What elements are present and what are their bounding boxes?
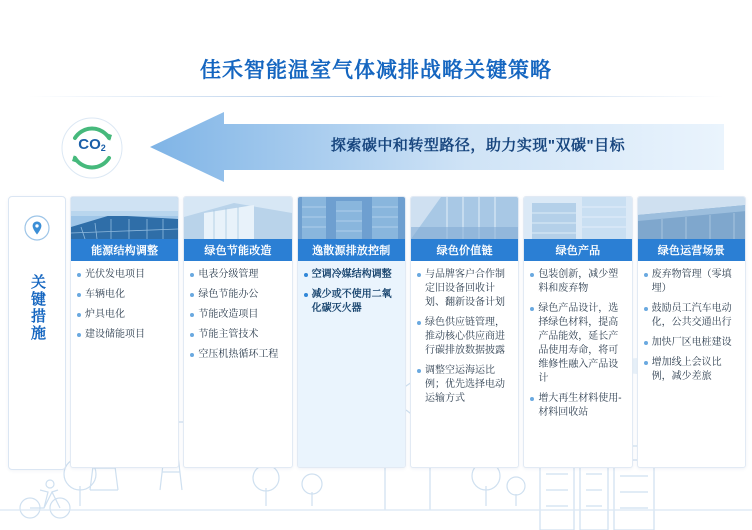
list-item: 绿色节能办公 bbox=[190, 288, 285, 302]
list-item: 增加线上会议比例，减少差旅 bbox=[644, 356, 739, 384]
list-item: 鼓励员工汽车电动化，公共交通出行 bbox=[644, 302, 739, 330]
modern-building-photo bbox=[184, 197, 291, 239]
column-green-value-chain[interactable] bbox=[410, 196, 519, 468]
list-item: 建设储能项目 bbox=[77, 328, 172, 342]
column-header: 逸散源排放控制 bbox=[298, 239, 405, 261]
list-item: 炉具电化 bbox=[77, 308, 172, 322]
location-pin-icon bbox=[24, 215, 50, 246]
co2-badge bbox=[58, 116, 126, 180]
page-title: 佳禾智能温室气体减排战略关键策略 bbox=[200, 59, 552, 82]
key-measures-label bbox=[8, 196, 66, 470]
list-item: 包装创新，减少塑料和废弃物 bbox=[530, 268, 625, 296]
solar-panel-photo bbox=[71, 197, 178, 239]
list-item: 车辆电化 bbox=[77, 288, 172, 302]
list-item: 废弃物管理（零填埋） bbox=[644, 268, 739, 296]
warehouse-photo bbox=[638, 197, 745, 239]
column-header: 绿色运营场景 bbox=[638, 239, 745, 261]
key-measures-text: 关键措施 bbox=[29, 274, 46, 342]
co2-subscript: 2 bbox=[100, 143, 106, 153]
list-item: 加快厂区电桩建设 bbox=[644, 336, 739, 350]
list-item: 与品牌客户合作制定旧设备回收计划、翻新设备计划 bbox=[417, 268, 512, 310]
title-divider bbox=[28, 96, 724, 97]
list-item: 节能改造项目 bbox=[190, 308, 285, 322]
column-green-retrofit[interactable] bbox=[183, 196, 292, 468]
list-item: 电表分级管理 bbox=[190, 268, 285, 282]
co2-label bbox=[58, 136, 126, 153]
list-item: 光伏发电项目 bbox=[77, 268, 172, 282]
list-item: 增大再生材料使用-材料回收站 bbox=[530, 392, 625, 420]
glass-tower-photo bbox=[298, 197, 405, 239]
column-body bbox=[71, 261, 178, 467]
list-item: 节能主管技术 bbox=[190, 328, 285, 342]
column-body bbox=[411, 261, 518, 467]
arrow-caption: 探索碳中和转型路径，助力实现"双碳"目标 bbox=[330, 137, 626, 154]
column-header: 绿色价值链 bbox=[411, 239, 518, 261]
list-item: 调整空运海运比例；优先选择电动运输方式 bbox=[417, 364, 512, 406]
column-body bbox=[524, 261, 631, 467]
page-title-wrap bbox=[0, 54, 752, 84]
list-item: 空调冷媒结构调整 bbox=[304, 268, 399, 282]
column-green-operations[interactable] bbox=[637, 196, 746, 468]
list-item: 绿色供应链管理，推动核心供应商进行碳排放数据披露 bbox=[417, 316, 512, 358]
office-block-photo bbox=[524, 197, 631, 239]
column-green-product[interactable] bbox=[523, 196, 632, 468]
column-body bbox=[184, 261, 291, 467]
list-item: 空压机热循环工程 bbox=[190, 348, 285, 362]
facade-photo bbox=[411, 197, 518, 239]
arrow-banner bbox=[28, 110, 724, 184]
column-header: 绿色产品 bbox=[524, 239, 631, 261]
co2-text: CO bbox=[78, 136, 101, 153]
column-header: 绿色节能改造 bbox=[184, 239, 291, 261]
column-fugitive-emissions[interactable] bbox=[297, 196, 406, 468]
measures-columns bbox=[70, 196, 746, 468]
list-item: 减少或不使用二氧化碳灭火器 bbox=[304, 288, 399, 316]
list-item: 绿色产品设计，选择绿色材料，提高产品能效，延长产品使用寿命，将可维修性融入产品设计 bbox=[530, 302, 625, 386]
column-energy-structure[interactable] bbox=[70, 196, 179, 468]
column-body bbox=[638, 261, 745, 467]
column-header: 能源结构调整 bbox=[71, 239, 178, 261]
column-body bbox=[298, 261, 405, 467]
